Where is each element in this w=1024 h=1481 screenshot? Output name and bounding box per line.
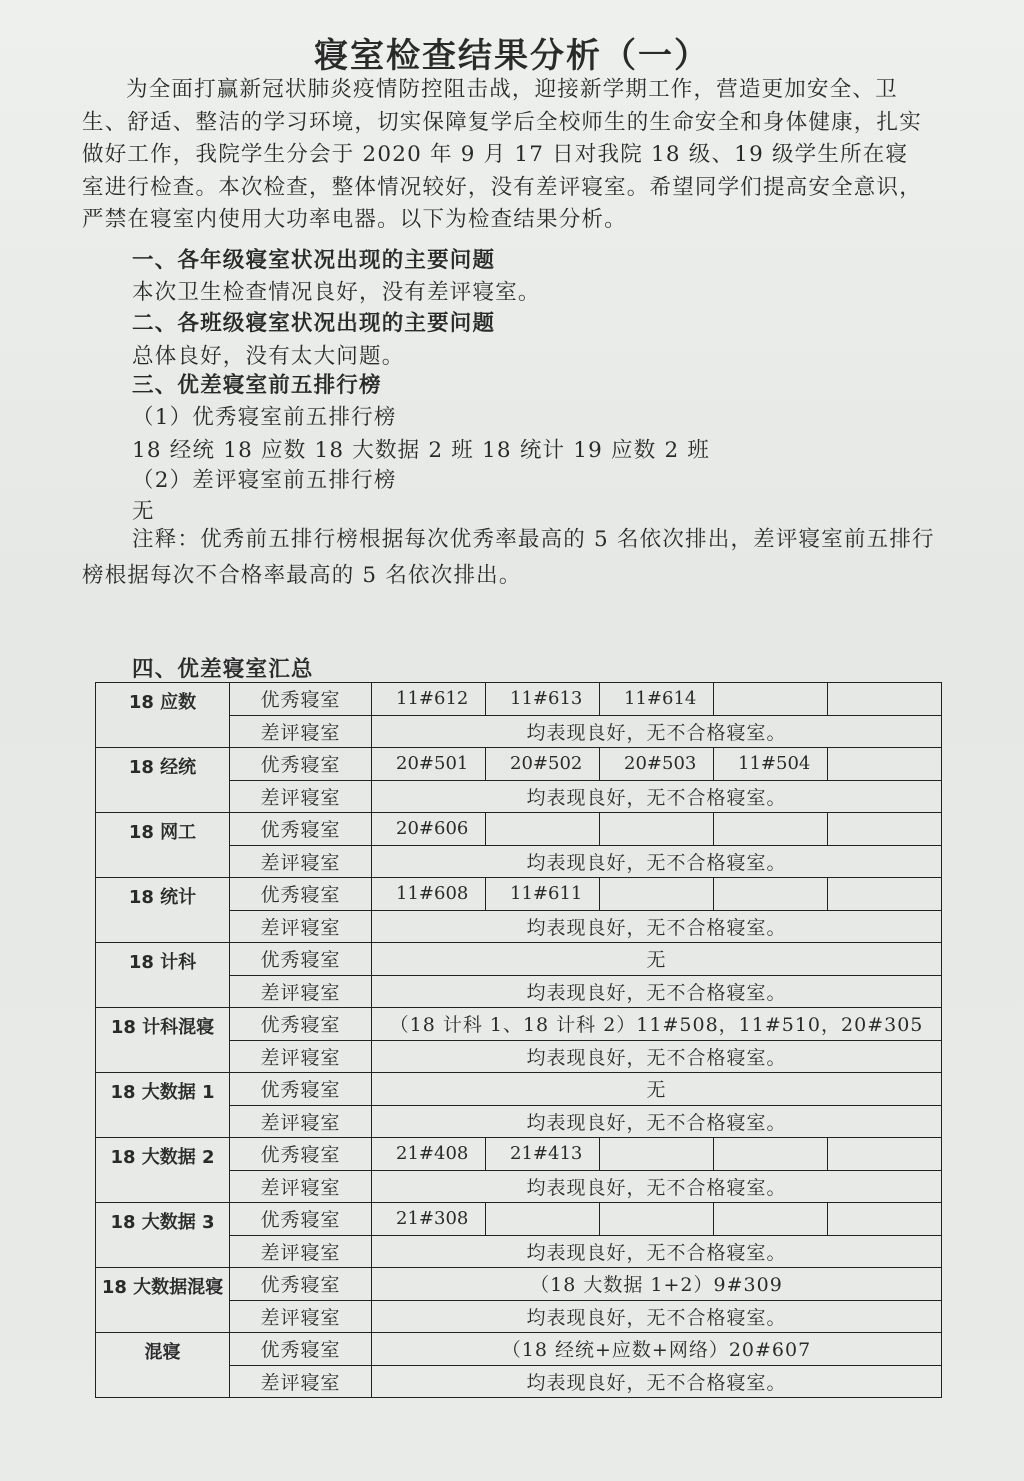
bad-room-text: 均表现良好，无不合格寝室。	[372, 1105, 942, 1138]
good-room-cell: 11#613	[486, 683, 600, 716]
table-row	[96, 878, 942, 911]
class-name-cell: 18 大数据 3	[96, 1203, 230, 1268]
good-room-cell	[714, 1203, 828, 1236]
good-room-cell	[486, 1203, 600, 1236]
good-room-cell	[828, 1138, 942, 1171]
bad-room-label: 差评寝室	[230, 1040, 372, 1073]
section2-heading: 二、各班级寝室状况出现的主要问题	[132, 311, 496, 336]
good-room-cell: 20#606	[372, 813, 486, 846]
class-name-cell: 18 计科混寝	[96, 1008, 230, 1073]
good-room-cell: 11#611	[486, 878, 600, 911]
good-room-cell: 21#408	[372, 1138, 486, 1171]
bad-room-text: 均表现良好，无不合格寝室。	[372, 715, 942, 748]
good-room-cell	[714, 1138, 828, 1171]
class-name-cell: 18 计科	[96, 943, 230, 1008]
bad-room-text: 均表现良好，无不合格寝室。	[372, 780, 942, 813]
good-room-label: 优秀寝室	[230, 748, 372, 781]
good-room-cell	[714, 878, 828, 911]
bad-room-text: 均表现良好，无不合格寝室。	[372, 1170, 942, 1203]
section3-sub2: （2）差评寝室前五排行榜	[132, 468, 397, 493]
good-room-label: 优秀寝室	[230, 1203, 372, 1236]
good-room-cell	[600, 1203, 714, 1236]
table-row	[96, 1268, 942, 1301]
bad-room-label: 差评寝室	[230, 715, 372, 748]
bad-room-text: 均表现良好，无不合格寝室。	[372, 845, 942, 878]
section1-heading: 一、各年级寝室状况出现的主要问题	[132, 248, 496, 273]
table-row	[96, 1333, 942, 1366]
table-row	[96, 1138, 942, 1171]
good-room-label: 优秀寝室	[230, 813, 372, 846]
class-name-cell: 18 经统	[96, 748, 230, 813]
table-row	[96, 683, 942, 716]
bad-room-label: 差评寝室	[230, 1170, 372, 1203]
good-room-cell: 11#504	[714, 748, 828, 781]
section2-body: 总体良好，没有太大问题。	[132, 344, 405, 369]
bad-room-label: 差评寝室	[230, 910, 372, 943]
good-room-label: 优秀寝室	[230, 1008, 372, 1041]
good-room-label: 优秀寝室	[230, 878, 372, 911]
table-row	[96, 1203, 942, 1236]
good-rooms-merged-cell: 无	[372, 943, 942, 976]
good-rooms-merged-cell: 无	[372, 1073, 942, 1106]
note-paragraph: 注释：优秀前五排行榜根据每次优秀率最高的 5 名依次排出，差评寝室前五排行榜根据每次不合格率最高的 5 名依次排出。	[82, 527, 935, 588]
class-name-cell: 18 网工	[96, 813, 230, 878]
table-row	[96, 1073, 942, 1106]
good-room-cell	[600, 813, 714, 846]
bad-room-text: 均表现良好，无不合格寝室。	[372, 1300, 942, 1333]
good-room-cell	[828, 1203, 942, 1236]
summary-table	[95, 682, 942, 1398]
bad-room-label: 差评寝室	[230, 1365, 372, 1398]
good-room-label: 优秀寝室	[230, 943, 372, 976]
class-name-cell: 混寝	[96, 1333, 230, 1398]
good-room-cell	[714, 813, 828, 846]
good-room-cell: 11#612	[372, 683, 486, 716]
section4-heading: 四、优差寝室汇总	[132, 657, 314, 682]
good-room-label: 优秀寝室	[230, 1268, 372, 1301]
good-room-cell: 20#501	[372, 748, 486, 781]
good-room-cell: 21#308	[372, 1203, 486, 1236]
good-room-cell	[714, 683, 828, 716]
section3-list1: 18 经统 18 应数 18 大数据 2 班 18 统计 19 应数 2 班	[132, 438, 711, 463]
class-name-cell: 18 统计	[96, 878, 230, 943]
bad-room-text: 均表现良好，无不合格寝室。	[372, 1365, 942, 1398]
bad-room-label: 差评寝室	[230, 975, 372, 1008]
bad-room-label: 差评寝室	[230, 1300, 372, 1333]
good-room-cell	[600, 878, 714, 911]
good-room-cell	[828, 748, 942, 781]
good-room-cell: 21#413	[486, 1138, 600, 1171]
bad-room-label: 差评寝室	[230, 845, 372, 878]
bad-room-text: 均表现良好，无不合格寝室。	[372, 975, 942, 1008]
good-room-cell: 20#502	[486, 748, 600, 781]
good-room-cell	[828, 813, 942, 846]
good-room-cell	[828, 683, 942, 716]
document-title: 寝室检查结果分析（一）	[314, 36, 710, 76]
good-room-label: 优秀寝室	[230, 1333, 372, 1366]
bad-room-text: 均表现良好，无不合格寝室。	[372, 1040, 942, 1073]
table-row	[96, 943, 942, 976]
bad-room-label: 差评寝室	[230, 780, 372, 813]
table-row	[96, 813, 942, 846]
good-room-cell: 11#614	[600, 683, 714, 716]
good-room-cell: 20#503	[600, 748, 714, 781]
section3-sub1: （1）优秀寝室前五排行榜	[132, 405, 397, 430]
intro-paragraph: 为全面打赢新冠状肺炎疫情防控阻击战，迎接新学期工作，营造更加安全、卫生、舒适、整洁的学习环境，切实保障复学后全校师生的生命安全和身体健康，扎实做好工作，我院学生分会于 2020 年 9 月 17 日对我院 18 级、19 级学生所在寝室进行检查。本次检查，整体情况较好，没有差评寝室。希望同学们提高安全意识，严禁在寝室内使用大功率电器。以下为检查结果分析。	[82, 77, 922, 232]
good-room-cell: 11#608	[372, 878, 486, 911]
section3-list2: 无	[132, 499, 155, 524]
class-name-cell: 18 大数据混寝	[96, 1268, 230, 1333]
class-name-cell: 18 大数据 2	[96, 1138, 230, 1203]
good-room-cell	[486, 813, 600, 846]
good-rooms-merged-cell: （18 大数据 1+2）9#309	[372, 1268, 942, 1301]
section3-heading: 三、优差寝室前五排行榜	[132, 373, 382, 398]
good-room-label: 优秀寝室	[230, 683, 372, 716]
good-rooms-merged-cell: （18 经统+应数+网络）20#607	[372, 1333, 942, 1366]
bad-room-label: 差评寝室	[230, 1235, 372, 1268]
table-row	[96, 748, 942, 781]
class-name-cell: 18 应数	[96, 683, 230, 748]
good-room-cell	[828, 878, 942, 911]
good-room-cell	[600, 1138, 714, 1171]
good-room-label: 优秀寝室	[230, 1073, 372, 1106]
bad-room-text: 均表现良好，无不合格寝室。	[372, 910, 942, 943]
class-name-cell: 18 大数据 1	[96, 1073, 230, 1138]
good-rooms-merged-cell: （18 计科 1、18 计科 2）11#508，11#510，20#305	[372, 1008, 942, 1041]
section1-body: 本次卫生检查情况良好，没有差评寝室。	[132, 280, 541, 305]
good-room-label: 优秀寝室	[230, 1138, 372, 1171]
bad-room-text: 均表现良好，无不合格寝室。	[372, 1235, 942, 1268]
bad-room-label: 差评寝室	[230, 1105, 372, 1138]
table-row	[96, 1008, 942, 1041]
